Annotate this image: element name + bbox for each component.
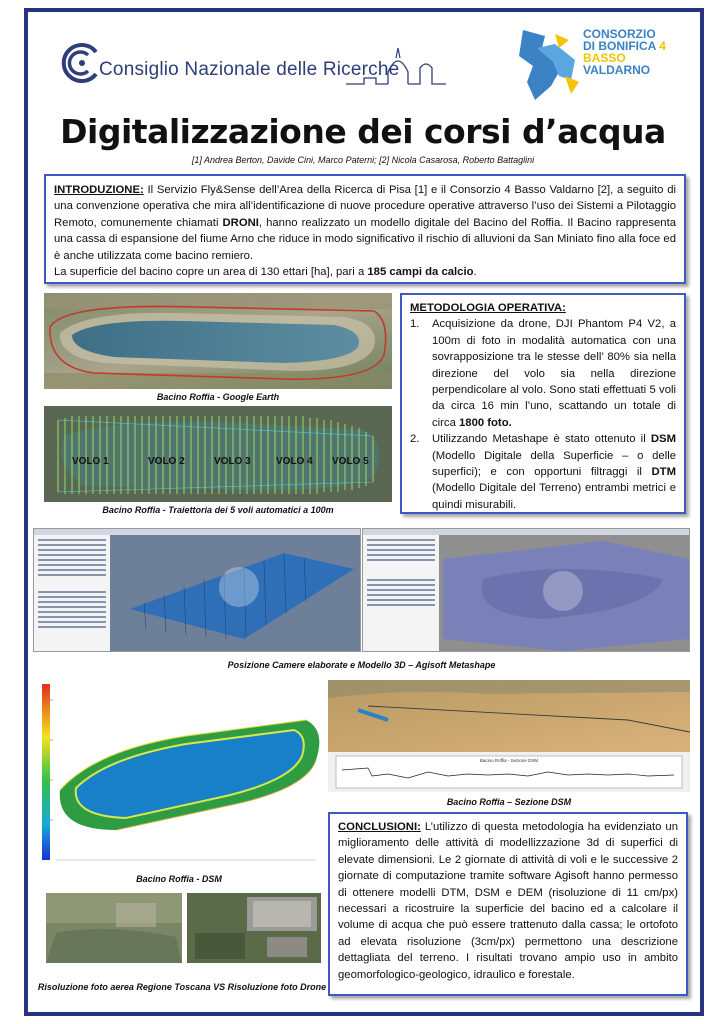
partner-line1: CONSORZIO: [583, 27, 656, 41]
caption-metashape: Posizione Camere elaborate e Modello 3D – Agisoft Metashape: [227, 660, 496, 670]
trajectory-image: [44, 406, 392, 502]
step-2-text-c: (Modello Digitale della Superficie – o delle superfici); e con opportuni filtraggi il: [432, 449, 676, 479]
intro-fields: 185 campi da calcio: [367, 266, 474, 279]
intro-p2a: La superficie del bacino copre un area di 130 ettari [ha], pari a: [54, 266, 368, 279]
poster-title: Digitalizzazione dei corsi d’acqua: [60, 112, 666, 151]
partner-line4: VALDARNO: [583, 63, 651, 77]
caption-resolution: Risoluzione foto aerea Regione Toscana VS Risoluzione foto Drone: [37, 982, 327, 992]
intro-p1c: , hanno realizzato un modello digitale del Bacino del Roffia. Il Bacino rappresenta una cassa di espansione del fiume Arno che riduce in modo significativo il rischio di alluvioni da San Miniato fino alla foce ed è anche utilizzata come bacino remiero.: [54, 216, 677, 262]
section-chart-title: Bacino Roffia - Sezione DSM: [479, 758, 539, 763]
poster-authors: [1] Andrea Berton, Davide Cini, Marco Paterni; [2] Nicola Casarosa, Roberto Battaglini: [191, 155, 535, 165]
intro-droni: DRONI: [222, 216, 259, 229]
cnr-name: Consiglio Nazionale delle Ricerche: [99, 59, 400, 80]
partner-map-icon: [515, 26, 587, 104]
metashape-screenshot-left: [33, 528, 361, 652]
conclusions-body: L’utilizzo di questa metodologia ha evidenziato un miglioramento delle attività di modellizzazione 3d di superfici di elevate dimensioni. Le 2 giornate di attività di voli e le successive 2 giornate di computazione tramite software Agisoft hanno permesso di ottenere modelli DTM, DSM e DEM (risoluzione di 11 cm/px) necessari a ricostruire la superficie del bacino ed a calcolare il volume di acqua che può essere trattenuto dalla cassa; le ortofoto ad elevata risoluzione (3cm/px) permettono una descrizione dettagliata del terreno. I risultati trovano ampio uso in ambito geomorfologico-geologico, idraulico e forestale.: [338, 821, 678, 981]
partner-logo-text: [583, 28, 666, 76]
step-1-number: 1.: [410, 318, 420, 331]
intro-p2c: .: [473, 266, 477, 279]
partner-line2-text: DI BONIFICA: [583, 39, 656, 53]
step-2-dtm: DTM: [651, 466, 676, 479]
flight-label-1: VOLO 1: [72, 456, 109, 467]
step-2-dsm: DSM: [650, 433, 676, 446]
method-text: [410, 300, 676, 513]
caption-google-earth: Bacino Roffia - Google Earth: [156, 392, 280, 402]
step-1-text: Acquisizione da drone, DJI Phantom P4 V2, a 100m di foto in modalità automatica con una sovrapposizione tra le stesse dell’ 80% sia nella direzione del volo sia nella direzione perpendicolare al volo. Sono stati effettuati 5 voli da circa 16 min l’uno, scattando un totale di circa: [432, 318, 676, 429]
flight-label-4: VOLO 4: [276, 456, 313, 467]
cnr-emblem-icon: [56, 40, 102, 86]
cnr-skyline-icon: [346, 42, 476, 92]
conclusions-box: [328, 812, 688, 996]
step-2-text-e: (Modello Digitale del Terreno) entrambi metrici e quindi misurabili.: [432, 482, 676, 511]
flight-label-5: VOLO 5: [332, 456, 369, 467]
step-2-number: 2.: [410, 433, 420, 446]
trajectory-map: [44, 406, 392, 502]
aerial-photo-region: [46, 893, 182, 963]
cnr-logo: [56, 40, 400, 96]
conclusions-heading: CONCLUSIONI:: [338, 821, 421, 833]
method-heading: METODOLOGIA OPERATIVA:: [410, 302, 566, 314]
conclusions-text: [338, 819, 678, 983]
partner-number: 4: [659, 39, 666, 53]
flight-label-2: VOLO 2: [148, 456, 185, 467]
method-step-1: [410, 316, 676, 431]
intro-box: [44, 174, 686, 284]
dsm-image: [36, 680, 322, 866]
section-image: [328, 680, 690, 792]
drone-photo: [187, 893, 321, 963]
partner-logo: [515, 26, 685, 104]
partner-line3: BASSO: [583, 51, 626, 65]
method-box: [400, 293, 686, 514]
metashape-screenshot-right: [362, 528, 690, 652]
caption-section: Bacino Roffia – Sezione DSM: [446, 797, 572, 807]
intro-heading: INTRODUZIONE:: [54, 184, 144, 196]
caption-dsm: Bacino Roffia - DSM: [136, 874, 222, 884]
method-step-2: [410, 431, 676, 513]
step-2-text-a: Utilizzando Metashape è stato ottenuto il: [432, 433, 651, 446]
method-steps: [410, 316, 676, 513]
intro-p1a: Il Servizio Fly&Sense dell’Area della Ricerca di Pisa [1] e il Consorzio 4 Basso Valdarno [2], a seguito di una convenzione operativa che mira all’identificazione di nuove procedure operative attraverso l’uso dei Sistemi a Pilotaggio Remoto, comunemente chiamati: [54, 184, 676, 229]
caption-trajectory: Bacino Roffia - Traiettoria dei 5 voli automatici a 100m: [102, 505, 334, 515]
flight-label-3: VOLO 3: [214, 456, 251, 467]
intro-text: [54, 182, 676, 280]
step-1-photos: 1800 foto.: [459, 416, 512, 429]
google-earth-image: [44, 293, 392, 389]
